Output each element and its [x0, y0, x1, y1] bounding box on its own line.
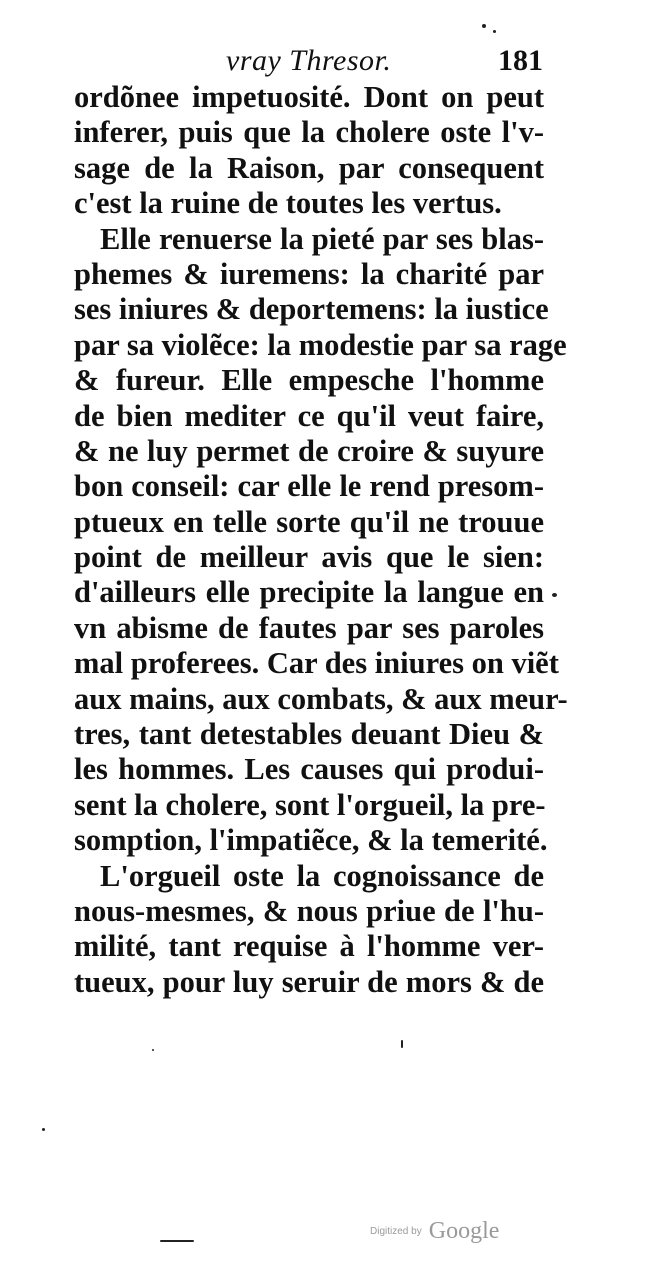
watermark-prefix: Digitized by [370, 1226, 422, 1237]
text-line: vn abisme de fautes par ses paroles [74, 610, 544, 645]
body-text [74, 80, 568, 1000]
text-line: d'ailleurs elle precipite la langue en [74, 575, 544, 610]
text-line: ordõnee impetuosité. Dont on peut [74, 80, 544, 114]
text-line: Elle renuerse la pieté par ses blas- [100, 221, 544, 256]
text-line: tres, tant detestables deuant Dieu & [74, 717, 544, 752]
scan-speck [152, 1049, 154, 1051]
text-line: par sa violẽce: la modestie par sa rage [74, 327, 567, 362]
running-title: vray Thresor. [226, 44, 392, 77]
text-line: & fureur. Elle empesche l'homme [74, 363, 544, 398]
scan-speck [401, 1040, 403, 1048]
text-line: inferer, puis que la cholere oste l'v- [74, 115, 544, 150]
text-line: ses iniures & deportemens: la iustice [74, 292, 549, 327]
text-line: somption, l'impatiẽce, & la temerité. [74, 823, 548, 858]
google-logo: Google [428, 1218, 500, 1244]
text-line: bon conseil: car elle le rend presom- [74, 469, 544, 504]
scan-speck [160, 1240, 194, 1242]
text-line: L'orgueil oste la cognoissance de [100, 858, 544, 893]
text-line: sent la cholere, sont l'orgueil, la pre- [74, 787, 546, 822]
scan-speck [493, 30, 496, 33]
scan-speck [482, 24, 486, 28]
text-line: tueux, pour luy seruir de mors & de [74, 964, 544, 999]
running-head [0, 44, 651, 84]
digitized-watermark [370, 1218, 499, 1248]
text-line: sage de la Raison, par consequent [74, 150, 544, 185]
text-line: de bien mediter ce qu'il veut faire, [74, 398, 544, 433]
text-line: c'est la ruine de toutes les vertus. [74, 186, 502, 221]
text-line: & ne luy permet de croire & suyure [74, 433, 544, 468]
text-line: les hommes. Les causes qui produi- [74, 752, 544, 787]
text-line: mal proferees. Car des iniures on viẽt [74, 646, 559, 681]
text-line: ptueux en telle sorte qu'il ne trouue [74, 504, 544, 539]
scan-speck [552, 593, 557, 597]
scan-speck [42, 1128, 45, 1131]
text-line: point de meilleur avis que le sien: [74, 540, 544, 575]
text-line: milité, tant requise à l'homme ver- [74, 929, 544, 964]
text-line: nous-mesmes, & nous priue de l'hu- [74, 893, 544, 928]
text-line: phemes & iuremens: la charité par [74, 256, 544, 291]
text-line: aux mains, aux combats, & aux meur- [74, 681, 568, 716]
page-number: 181 [498, 44, 543, 77]
